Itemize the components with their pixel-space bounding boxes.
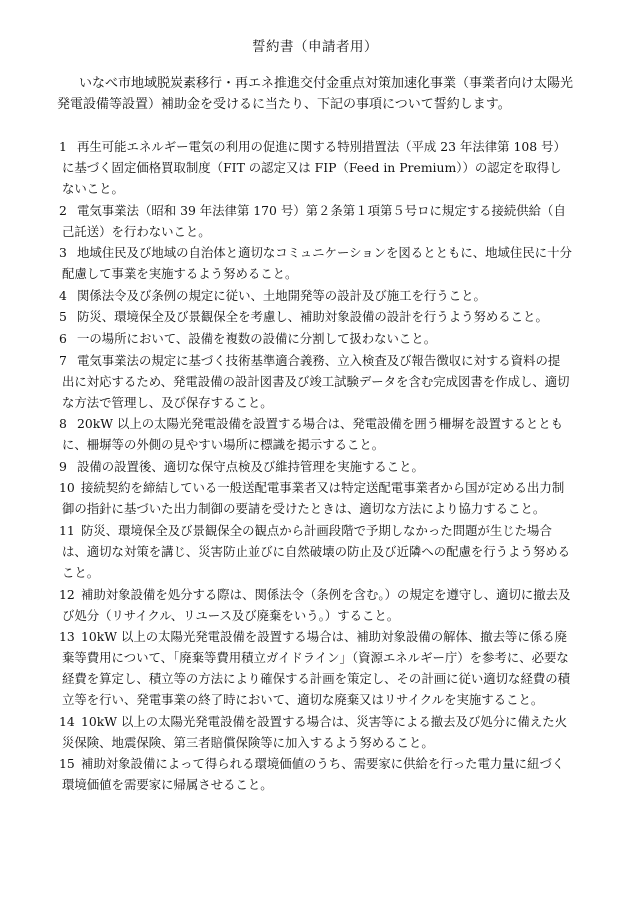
intro-paragraph: いなべ市地域脱炭素移行・再エネ推進交付金重点対策加速化事業（事業者向け太陽光発電設備等設置）補助金を受けるに当たり、下記の事項について誓約します。: [57, 76, 574, 112]
item-text: 防災、環境保全及び景観保全を考慮し、補助対象設備の設計を行うよう努めること。: [77, 309, 548, 325]
pledge-item: [0, 413, 630, 455]
pledge-item: [0, 753, 630, 795]
item-text: 電気事業法の規定に基づく技術基準適合義務、立入検査及び報告徴収に対する資料の提出に対応するため、発電設備の設計図書及び竣工試験データを含む完成図書を作成し、適切な方法で管理し、及び保存すること。: [62, 352, 570, 410]
item-number: 2: [59, 202, 67, 218]
pledge-item: [0, 200, 630, 242]
item-text: 設備の設置後、適切な保守点検及び維持管理を実施すること。: [77, 458, 424, 474]
item-text: 20kW 以上の太陽光発電設備を設置する場合は、発電設備を囲う柵塀を設置するとともに、柵塀等の外側の見やすい場所に標識を掲示すること。: [62, 416, 564, 453]
item-number: 5: [59, 309, 67, 325]
item-text: 補助対象設備によって得られる環境価値のうち、需要家に供給を行った電力量に紐づく環境価値を需要家に帰属させること。: [62, 756, 565, 793]
item-text: 再生可能エネルギー電気の利用の促進に関する特別措置法（平成 23 年法律第 108 号）に基づく固定価格買取制度（FIT の認定又は FIP（Feed in Premium））の認定を取得しないこと。: [62, 139, 566, 196]
pledge-item: [0, 456, 630, 477]
item-number: 13: [59, 629, 75, 645]
item-number: 3: [59, 245, 67, 261]
pledge-item: [0, 350, 630, 413]
item-text: 補助対象設備を処分する際は、関係法令（条例を含む。）の規定を遵守し、適切に撤去及び処分（リサイクル、リユース及び廃棄をいう。）すること。: [62, 586, 571, 623]
item-number: 8: [59, 416, 67, 432]
item-text: 10kW 以上の太陽光発電設備を設置する場合は、災害等による撤去及び処分に備えた火災保険、地震保険、第三者賠償保険等に加入するよう努めること。: [62, 713, 568, 750]
item-text: 防災、環境保全及び景観保全の観点から計画段階で予期しなかった問題が生じた場合は、適切な対策を講じ、災害防止並びに自然破壊の防止及び近隣への配慮を行うよう努めること。: [62, 522, 571, 580]
item-number: 12: [59, 586, 75, 602]
item-text: 10kW 以上の太陽光発電設備を設置する場合は、補助対象設備の解体、撤去等に係る廃棄等費用について、「廃棄等費用積立ガイドライン」（資源エネルギー庁）を参考に、必要な経費を算定し、積立等の方法により確保する計画を策定し、その計画に従い適切な経費の積立等を行い、発電事業の終了時において、適切な廃棄又はリサイクルを実施すること。: [62, 629, 571, 708]
document-title: 誓約書（申請者用）: [252, 39, 378, 55]
item-number: 4: [59, 287, 67, 303]
pledge-item: [0, 242, 630, 284]
item-text: 電気事業法（昭和 39 年法律第 170 号）第２条第１項第５号ロに規定する接続供給（自己託送）を行わないこと。: [62, 202, 566, 239]
pledge-item: [0, 520, 630, 583]
pledge-item-list: [0, 136, 630, 796]
item-text: 接続契約を締結している一般送配電事業者又は特定送配電事業者から国が定める出力制御の指針に基づいた出力制御の要請を受けたときは、適切な方法により協力すること。: [62, 480, 565, 517]
pledge-item: [0, 328, 630, 349]
item-number: 11: [59, 522, 75, 538]
item-text: 関係法令及び条例の規定に従い、土地開発等の設計及び施工を行うこと。: [77, 287, 486, 303]
item-text: 一の場所において、設備を複数の設備に分割して扱わないこと。: [77, 330, 437, 346]
item-number: 15: [59, 756, 75, 772]
item-number: 1: [59, 139, 67, 154]
item-text: 地域住民及び地域の自治体と適切なコミュニケーションを図るとともに、地域住民に十分配慮して事業を実施するよう努めること。: [62, 245, 572, 282]
pledge-item: [0, 711, 630, 753]
pledge-item: [0, 626, 630, 710]
pledge-item: [0, 136, 630, 199]
item-number: 14: [59, 713, 75, 729]
pledge-item: [0, 285, 630, 306]
item-number: 7: [59, 352, 67, 368]
pledge-item: [0, 306, 630, 327]
pledge-item: [0, 584, 630, 626]
pledge-item: [0, 477, 630, 519]
item-number: 9: [59, 458, 67, 474]
item-number: 10: [59, 480, 75, 496]
item-number: 6: [59, 330, 67, 346]
